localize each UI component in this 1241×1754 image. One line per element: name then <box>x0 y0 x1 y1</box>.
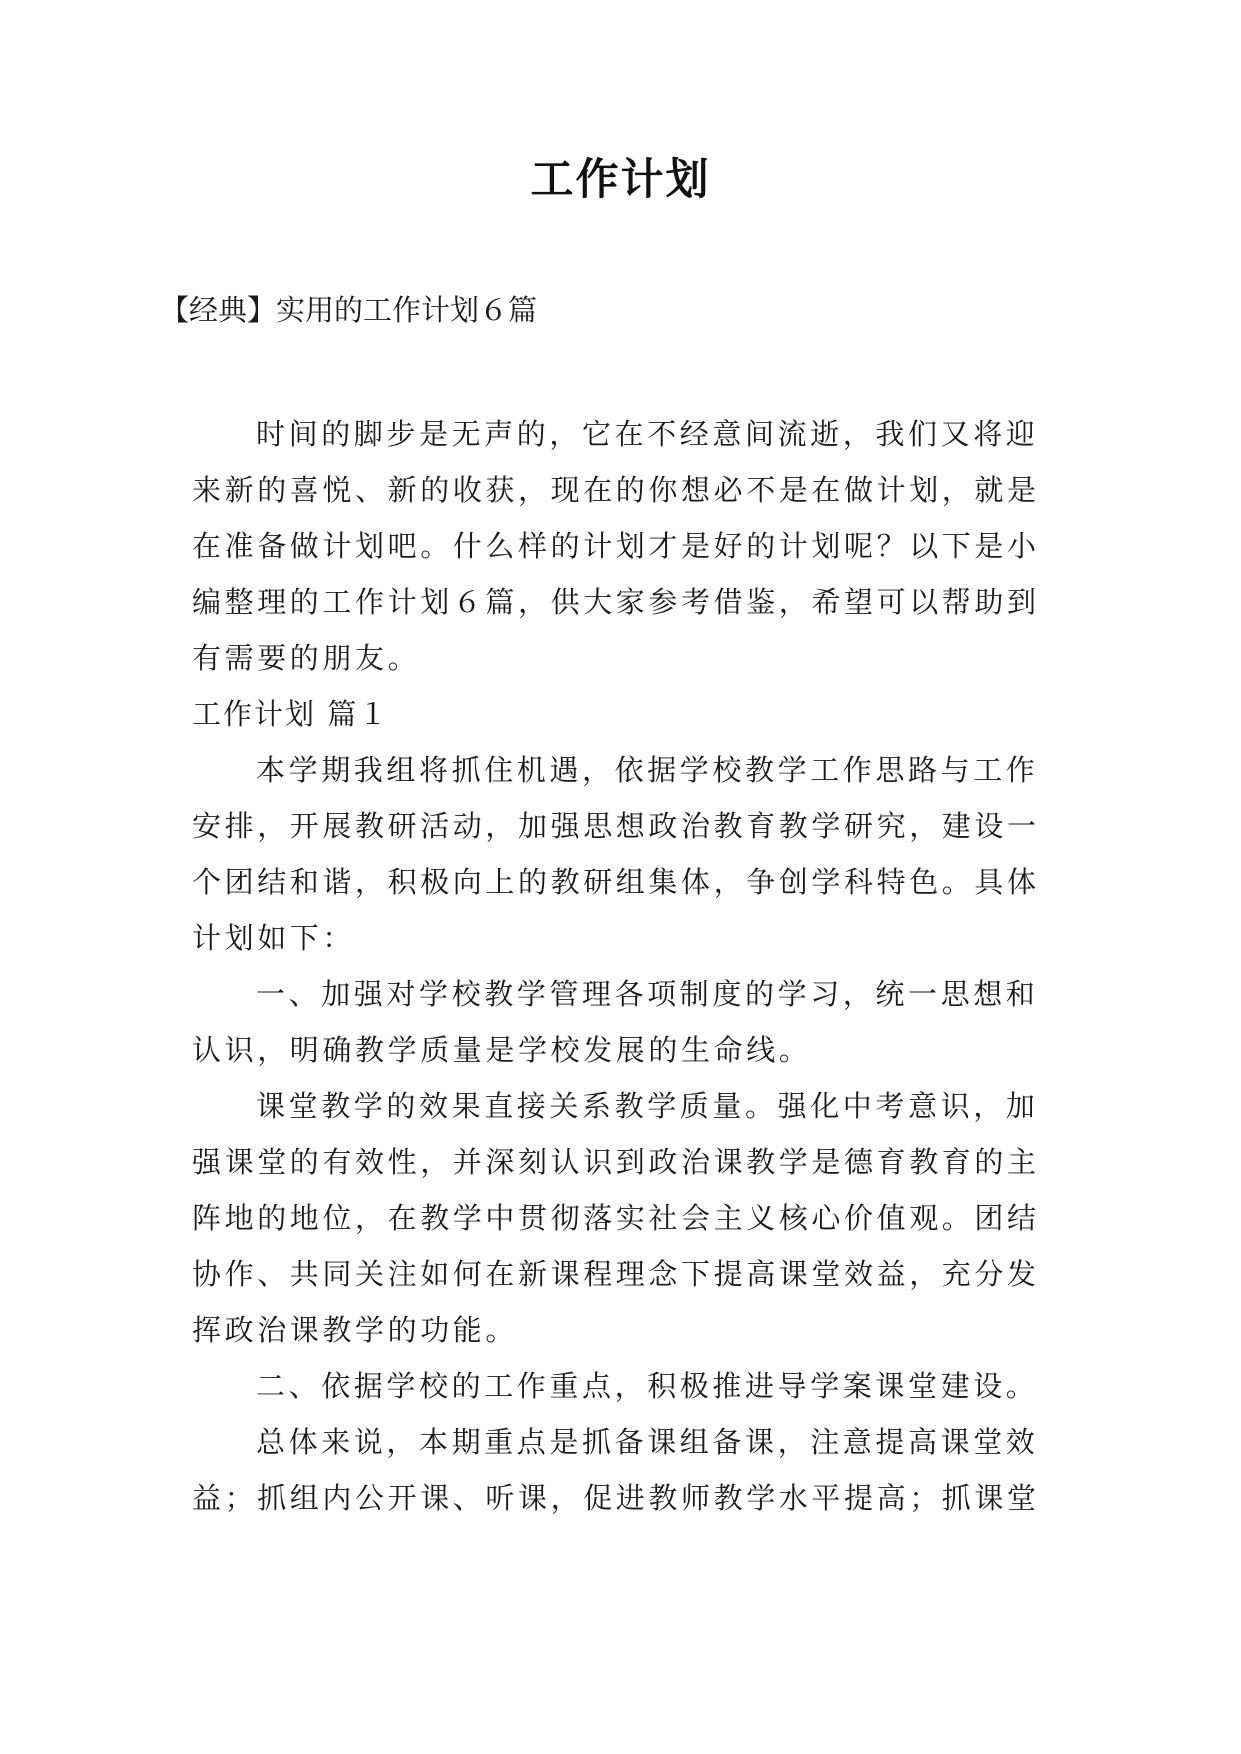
text-line: 一、加强对学校教学管理各项制度的学习，统一思想和 <box>256 977 1039 1011</box>
text-line: 安排，开展教研活动，加强思想政治教育教学研究，建设一 <box>192 809 1040 843</box>
document-body <box>192 406 1052 1526</box>
text-line: 阵地的地位，在教学中贯彻落实社会主义核心价值观。团结 <box>192 1201 1040 1235</box>
text-line: 认识，明确教学质量是学校发展的生命线。 <box>192 1033 812 1067</box>
text-line: 个团结和谐，积极向上的教研组集体，争创学科特色。具体 <box>192 865 1040 899</box>
page-title: 工作计划 <box>530 155 711 205</box>
section-heading: 工作计划 篇１ <box>192 697 390 731</box>
text-line: 计划如下： <box>192 921 356 955</box>
text-line: 在准备做计划吧。什么样的计划才是好的计划呢？以下是小 <box>192 529 1040 563</box>
text-line: 二、依据学校的工作重点，积极推进导学案课堂建设。 <box>256 1369 1039 1403</box>
text-line: 时间的脚步是无声的，它在不经意间流逝，我们又将迎 <box>256 417 1039 451</box>
text-line: 来新的喜悦、新的收获，现在的你想必不是在做计划，就是 <box>192 473 1040 507</box>
text-line: 编整理的工作计划６篇，供大家参考借鉴，希望可以帮助到 <box>192 585 1040 619</box>
text-line: 总体来说，本期重点是抓备课组备课，注意提高课堂效 <box>256 1425 1039 1459</box>
text-line: 益；抓组内公开课、听课，促进教师教学水平提高；抓课堂 <box>192 1481 1040 1515</box>
text-line: 本学期我组将抓住机遇，依据学校教学工作思路与工作 <box>256 753 1039 787</box>
text-line: 挥政治课教学的功能。 <box>192 1313 519 1347</box>
document-subtitle: 【经典】实用的工作计划６篇 <box>160 293 538 327</box>
text-line: 有需要的朋友。 <box>192 641 421 675</box>
text-line: 课堂教学的效果直接关系教学质量。强化中考意识，加 <box>256 1089 1039 1123</box>
text-line: 协作、共同关注如何在新课程理念下提高课堂效益，充分发 <box>192 1257 1040 1291</box>
text-line: 强课堂的有效性，并深刻认识到政治课教学是德育教育的主 <box>192 1145 1040 1179</box>
